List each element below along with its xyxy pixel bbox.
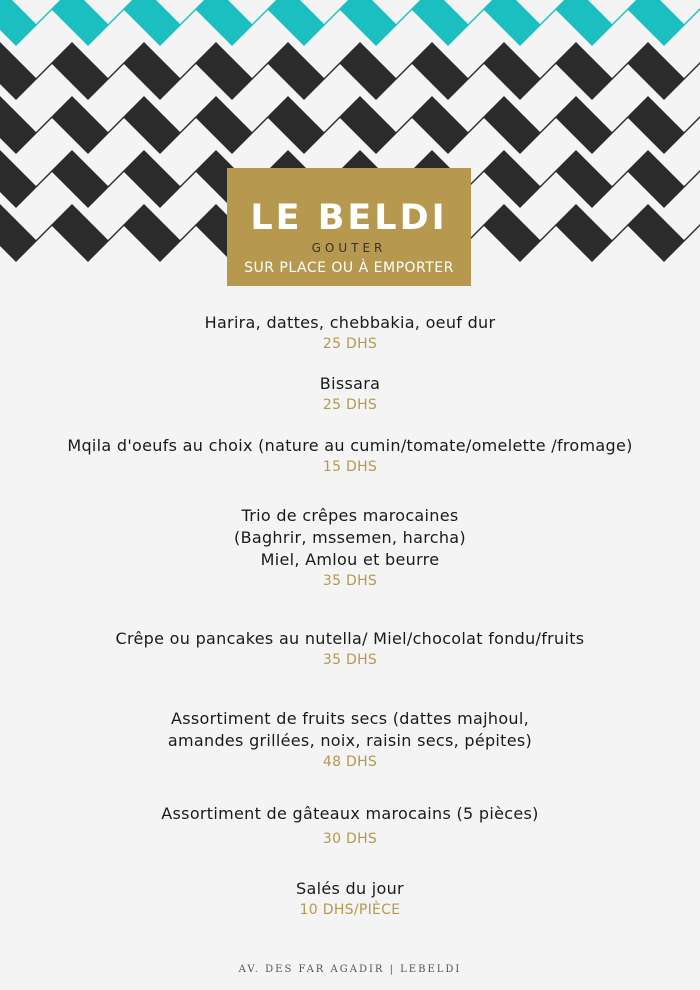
chevron-stripe bbox=[0, 42, 700, 100]
item-price: 35 DHS bbox=[322, 573, 378, 589]
menu-item bbox=[0, 708, 700, 772]
item-price: 25 DHS bbox=[322, 397, 378, 413]
item-price: 25 DHS bbox=[322, 336, 378, 352]
chevron-stripe bbox=[0, 0, 700, 46]
item-name: Bissara bbox=[319, 374, 381, 393]
menu-item bbox=[0, 505, 700, 591]
item-name-line: Miel, Amlou et beurre bbox=[260, 550, 440, 569]
item-name: Assortiment de fruits secs (dattes majhoul, bbox=[171, 709, 529, 728]
item-name: Crêpe ou pancakes au nutella/ Miel/chocolat fondu/fruits bbox=[115, 629, 585, 648]
menu-item bbox=[0, 803, 700, 849]
menu-item bbox=[0, 373, 700, 415]
menu-subtitle: GOUTER bbox=[311, 241, 387, 255]
title-banner bbox=[227, 168, 471, 286]
service-note: SUR PLACE OU À EMPORTER bbox=[244, 260, 454, 276]
item-name-line: (Baghrir, mssemen, harcha) bbox=[234, 528, 466, 547]
item-name: Trio de crêpes marocaines bbox=[241, 506, 459, 525]
footer-address: AV. DES FAR AGADIR | LEBELDI bbox=[238, 964, 462, 975]
item-price: 30 DHS bbox=[322, 831, 378, 847]
item-name-line: amandes grillées, noix, raisin secs, pépites) bbox=[167, 731, 533, 750]
item-name: Harira, dattes, chebbakia, oeuf dur bbox=[204, 313, 496, 332]
item-name: Mqila d'oeufs au choix (nature au cumin/tomate/omelette /fromage) bbox=[67, 436, 633, 455]
item-price: 48 DHS bbox=[322, 754, 378, 770]
chevron-stripe bbox=[0, 96, 700, 154]
menu-item bbox=[0, 878, 700, 920]
item-price: 15 DHS bbox=[322, 459, 378, 475]
item-name: Assortiment de gâteaux marocains (5 pièces) bbox=[161, 804, 539, 823]
menu-item bbox=[0, 435, 700, 477]
item-price: 10 DHS/PIÈCE bbox=[299, 902, 401, 918]
menu-item bbox=[0, 312, 700, 354]
restaurant-name: LE BELDI bbox=[250, 198, 448, 238]
menu-item bbox=[0, 628, 700, 670]
item-name: Salés du jour bbox=[296, 879, 404, 898]
item-price: 35 DHS bbox=[322, 652, 378, 668]
